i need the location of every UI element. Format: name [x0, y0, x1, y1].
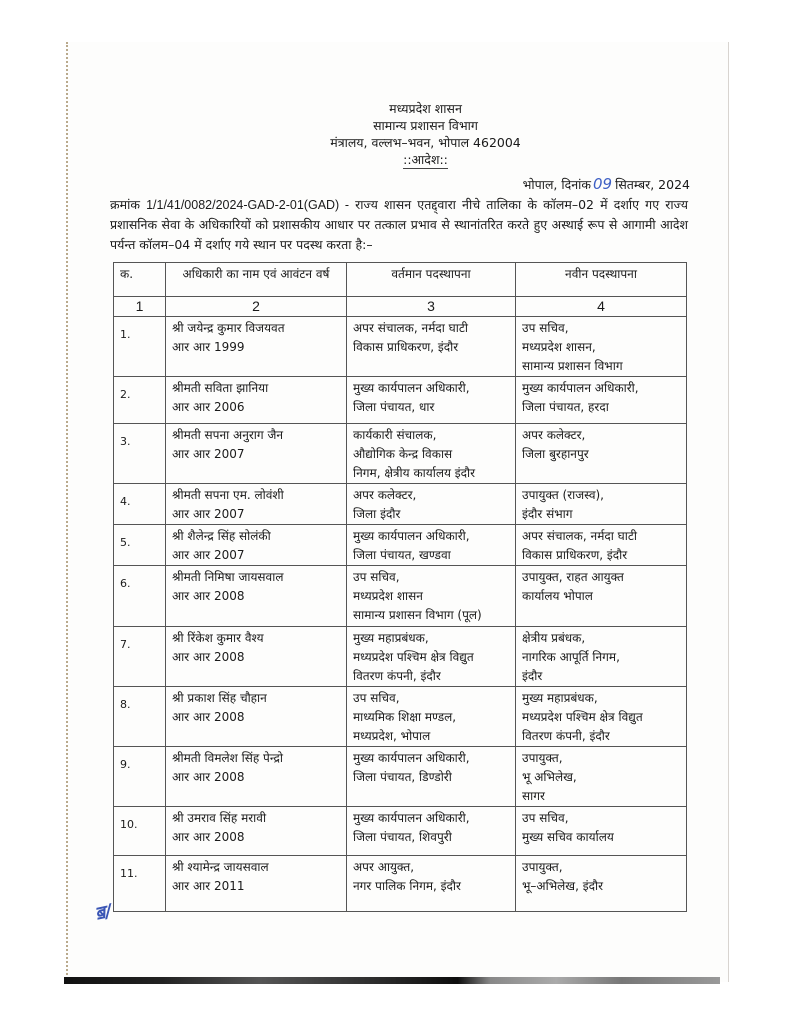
- dateline-month-year: सितम्बर, 2024: [615, 177, 690, 192]
- letterhead-address: मंत्रालय, वल्लभ–भवन, भोपाल 462004: [330, 135, 521, 150]
- current-posting-line: उप सचिव,: [353, 570, 400, 584]
- current-posting-line: मुख्य कार्यपालन अधिकारी,: [353, 751, 470, 765]
- new-posting-line: मुख्य महाप्रबंधक,: [522, 691, 598, 705]
- new-posting-line: उपायुक्त, राहत आयुक्त: [522, 570, 624, 584]
- new-posting-cell: [516, 747, 687, 807]
- new-posting-cell: [516, 525, 687, 566]
- current-posting-line: मध्यप्रदेश, भोपाल: [353, 729, 431, 743]
- serial-number-cell: 3.: [114, 424, 166, 484]
- table-row: [114, 566, 687, 627]
- serial-number-cell: 6.: [114, 566, 166, 627]
- current-posting-cell: [347, 566, 516, 627]
- dateline: [523, 175, 690, 193]
- table-row: [114, 424, 687, 484]
- officer-name-line: आर आर 2008: [172, 589, 245, 603]
- new-posting-line: अपर कलेक्टर,: [522, 428, 586, 442]
- new-posting-line: कार्यालय भोपाल: [522, 589, 593, 603]
- new-posting-line: भू–अभिलेख, इंदौर: [522, 879, 604, 893]
- current-posting-cell: [347, 807, 516, 856]
- serial-number-cell: 1.: [114, 317, 166, 377]
- current-posting-line: उप सचिव,: [353, 691, 400, 705]
- officer-name-line: आर आर 1999: [172, 340, 245, 354]
- order-reference-number: 1/1/41/0082/2024-GAD-2-01(GAD) -: [146, 198, 350, 212]
- new-posting-line: उप सचिव,: [522, 321, 569, 335]
- current-posting-cell: [347, 525, 516, 566]
- column-number: 2: [166, 297, 347, 317]
- current-posting-line: अपर आयुक्त,: [353, 860, 415, 874]
- new-posting-line: उप सचिव,: [522, 811, 569, 825]
- handwritten-date: 09: [593, 175, 613, 193]
- serial-number-cell: 4.: [114, 484, 166, 525]
- serial-number-cell: 11.: [114, 856, 166, 912]
- new-posting-cell: [516, 317, 687, 377]
- officer-name-cell: [166, 566, 347, 627]
- current-posting-cell: [347, 687, 516, 747]
- column-number: 4: [516, 297, 687, 317]
- new-posting-line: मध्यप्रदेश शासन,: [522, 340, 596, 354]
- current-posting-line: अपर कलेक्टर,: [353, 488, 417, 502]
- officer-name-line: आर आर 2008: [172, 710, 245, 724]
- handwritten-initials: ॿ/: [93, 900, 114, 925]
- current-posting-cell: [347, 627, 516, 687]
- new-posting-line: सागर: [522, 789, 545, 803]
- column-number: 1: [114, 297, 166, 317]
- current-posting-cell: [347, 424, 516, 484]
- new-posting-line: मुख्य कार्यपालन अधिकारी,: [522, 381, 639, 395]
- new-posting-line: अपर संचालक, नर्मदा घाटी: [522, 529, 638, 543]
- table-header-row: [114, 263, 687, 297]
- current-posting-line: मुख्य कार्यपालन अधिकारी,: [353, 381, 470, 395]
- current-posting-cell: [347, 747, 516, 807]
- new-posting-line: वितरण कंपनी, इंदौर: [522, 729, 610, 743]
- order-intro-paragraph: [110, 195, 688, 255]
- table-row: [114, 627, 687, 687]
- officer-name-line: आर आर 2006: [172, 400, 245, 414]
- new-posting-line: उपायुक्त (राजस्व),: [522, 488, 604, 502]
- header-serial: क.: [114, 263, 166, 297]
- new-posting-line: उपायुक्त,: [522, 860, 563, 874]
- current-posting-line: माध्यमिक शिक्षा मण्डल,: [353, 710, 457, 724]
- dateline-place: भोपाल, दिनांक: [522, 177, 592, 192]
- header-current-posting: वर्तमान पदस्थापना: [347, 263, 516, 297]
- officer-name-line: आर आर 2008: [172, 770, 245, 784]
- new-posting-line: उपायुक्त,: [522, 751, 563, 765]
- officer-name-cell: [166, 317, 347, 377]
- officer-name-line: श्री श्यामेन्द्र जायसवाल: [172, 860, 269, 874]
- officer-name-cell: [166, 525, 347, 566]
- header-officer-name: अधिकारी का नाम एवं आवंटन वर्ष: [166, 263, 347, 297]
- current-posting-line: वितरण कंपनी, इंदौर: [353, 669, 441, 683]
- new-posting-cell: [516, 627, 687, 687]
- new-posting-line: मुख्य सचिव कार्यालय: [522, 830, 614, 844]
- officer-name-cell: [166, 747, 347, 807]
- table-row: [114, 856, 687, 912]
- officer-name-line: आर आर 2007: [172, 548, 245, 562]
- order-heading: [30, 151, 791, 168]
- current-posting-line: कार्यकारी संचालक,: [353, 428, 437, 442]
- new-posting-line: क्षेत्रीय प्रबंधक,: [522, 631, 586, 645]
- officer-name-cell: [166, 807, 347, 856]
- officer-name-line: श्रीमती सविता झानिया: [172, 381, 269, 395]
- current-posting-line: औद्योगिक केन्द्र विकास: [353, 447, 453, 461]
- new-posting-line: मध्यप्रदेश पश्चिम क्षेत्र विद्युत: [522, 710, 643, 724]
- current-posting-cell: [347, 317, 516, 377]
- serial-number-cell: 9.: [114, 747, 166, 807]
- scan-edge-strip: [64, 977, 720, 984]
- officer-name-line: आर आर 2007: [172, 507, 245, 521]
- column-number: 3: [347, 297, 516, 317]
- current-posting-line: मध्यप्रदेश पश्चिम क्षेत्र विद्युत: [353, 650, 474, 664]
- new-posting-cell: [516, 687, 687, 747]
- officer-name-line: आर आर 2007: [172, 447, 245, 461]
- column-number-row: [114, 297, 687, 317]
- letterhead-government: मध्यप्रदेश शासन: [389, 101, 462, 116]
- new-posting-line: जिला बुरहानपुर: [522, 447, 589, 461]
- current-posting-cell: [347, 856, 516, 912]
- order-heading-text: ::आदेश::: [403, 152, 448, 167]
- officer-name-line: श्री उमराव सिंह मरावी: [172, 811, 267, 825]
- table-row: [114, 747, 687, 807]
- current-posting-line: मध्यप्रदेश शासन: [353, 589, 423, 603]
- letterhead-department: सामान्य प्रशासन विभाग: [373, 118, 478, 133]
- officer-name-cell: [166, 627, 347, 687]
- officer-name-cell: [166, 856, 347, 912]
- new-posting-cell: [516, 484, 687, 525]
- order-intro-text: राज्य शासन एतद्द्वारा नीचे तालिका के कॉलम–02 में दर्शाए गए राज्य प्रशासनिक सेवा के अधिकारियों को प्रशासकीय आधार पर तत्काल प्रभाव से स्थानांतरित करते हुए अस्थाई रूप से आगामी आदेश पर्यन्त कॉलम–04 में दर्शाए गये स्थान पर पदस्थ करता है:–: [110, 197, 688, 252]
- current-posting-line: अपर संचालक, नर्मदा घाटी: [353, 321, 469, 335]
- current-posting-line: जिला पंचायत, खण्डवा: [353, 548, 451, 562]
- new-posting-cell: [516, 377, 687, 424]
- current-posting-line: जिला पंचायत, शिवपुरी: [353, 830, 452, 844]
- serial-number-cell: 2.: [114, 377, 166, 424]
- officer-name-line: श्री प्रकाश सिंह चौहान: [172, 691, 267, 705]
- current-posting-line: नगर पालिक निगम, इंदौर: [353, 879, 461, 893]
- current-posting-line: विकास प्राधिकरण, इंदौर: [353, 340, 459, 354]
- table-row: [114, 525, 687, 566]
- transfer-table: [113, 262, 687, 912]
- officer-name-cell: [166, 687, 347, 747]
- header-new-posting: नवीन पदस्थापना: [516, 263, 687, 297]
- officer-name-line: आर आर 2008: [172, 650, 245, 664]
- table-row: [114, 687, 687, 747]
- new-posting-cell: [516, 424, 687, 484]
- new-posting-line: सामान्य प्रशासन विभाग: [522, 359, 623, 373]
- new-posting-line: इंदौर संभाग: [522, 507, 573, 521]
- current-posting-line: जिला पंचायत, धार: [353, 400, 435, 414]
- officer-name-line: श्री जयेन्द्र कुमार विजयवत: [172, 321, 285, 335]
- table-row: [114, 377, 687, 424]
- serial-number-cell: 5.: [114, 525, 166, 566]
- officer-name-line: श्रीमती विमलेश सिंह पेन्द्रो: [172, 751, 284, 765]
- new-posting-cell: [516, 807, 687, 856]
- table-row: [114, 807, 687, 856]
- new-posting-line: भू अभिलेख,: [522, 770, 577, 784]
- new-posting-line: विकास प्राधिकरण, इंदौर: [522, 548, 628, 562]
- officer-name-line: श्रीमती निमिषा जायसवाल: [172, 570, 284, 584]
- current-posting-cell: [347, 377, 516, 424]
- current-posting-line: जिला इंदौर: [353, 507, 401, 521]
- current-posting-cell: [347, 484, 516, 525]
- new-posting-line: इंदौर: [522, 669, 543, 683]
- current-posting-line: जिला पंचायत, डिण्डोरी: [353, 770, 452, 784]
- officer-name-cell: [166, 484, 347, 525]
- new-posting-cell: [516, 566, 687, 627]
- new-posting-line: जिला पंचायत, हरदा: [522, 400, 609, 414]
- officer-name-line: श्री रिंकेश कुमार वैश्य: [172, 631, 264, 645]
- officer-name-line: आर आर 2008: [172, 830, 245, 844]
- new-posting-cell: [516, 856, 687, 912]
- officer-name-line: श्री शैलेन्द्र सिंह सोलंकी: [172, 529, 271, 543]
- officer-name-cell: [166, 424, 347, 484]
- officer-name-cell: [166, 377, 347, 424]
- officer-name-line: श्रीमती सपना अनुराग जैन: [172, 428, 284, 442]
- table-row: [114, 317, 687, 377]
- serial-number-cell: 7.: [114, 627, 166, 687]
- current-posting-line: मुख्य कार्यपालन अधिकारी,: [353, 529, 470, 543]
- current-posting-line: मुख्य महाप्रबंधक,: [353, 631, 429, 645]
- serial-number-cell: 8.: [114, 687, 166, 747]
- current-posting-line: सामान्य प्रशासन विभाग (पूल): [353, 608, 482, 622]
- officer-name-line: आर आर 2011: [172, 879, 245, 893]
- table-row: [114, 484, 687, 525]
- new-posting-line: नागरिक आपूर्ति निगम,: [522, 650, 620, 664]
- officer-name-line: श्रीमती सपना एम. लोवंशी: [172, 488, 284, 502]
- current-posting-line: निगम, क्षेत्रीय कार्यालय इंदौर: [353, 466, 476, 480]
- current-posting-line: मुख्य कार्यपालन अधिकारी,: [353, 811, 470, 825]
- serial-number-cell: 10.: [114, 807, 166, 856]
- order-number-label: क्रमांक: [110, 197, 140, 212]
